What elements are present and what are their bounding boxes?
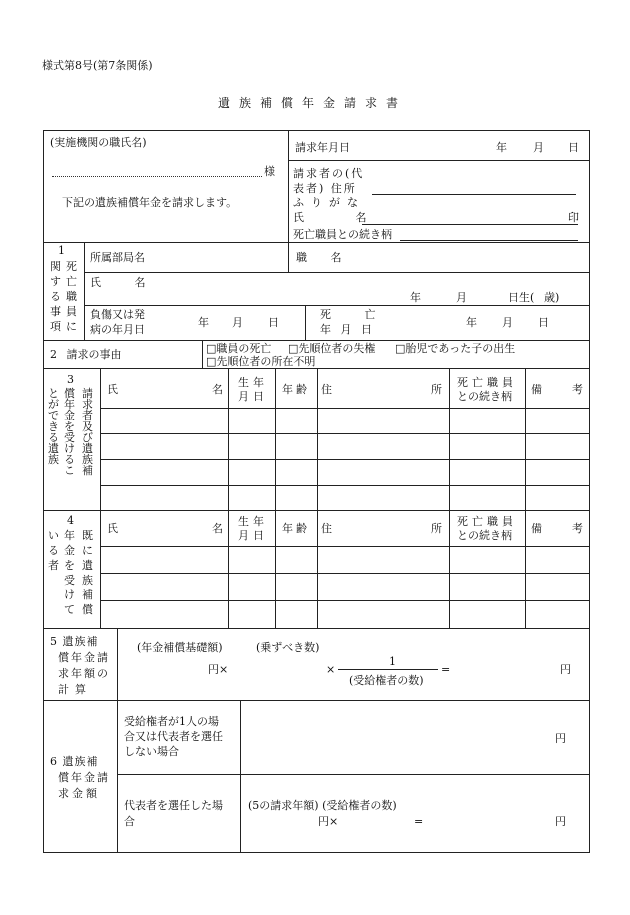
claimant-label-2: 表者) 住所 bbox=[293, 182, 357, 195]
injury-label-1: 負傷又は発 bbox=[90, 308, 145, 321]
birth-year-unit: 年 bbox=[410, 291, 421, 304]
rate-times: × bbox=[326, 663, 336, 676]
reason-option-forfeit[interactable]: □先順位者の失権 bbox=[288, 342, 376, 355]
injury-month-unit: 月 bbox=[232, 316, 243, 329]
org-name-field[interactable] bbox=[52, 176, 262, 177]
birth-month-unit: 月 bbox=[456, 291, 467, 304]
claimant-name-field[interactable] bbox=[362, 224, 578, 225]
case2-yen: 円 bbox=[555, 815, 566, 828]
relation-field[interactable] bbox=[400, 240, 578, 241]
sama-label: 様 bbox=[264, 165, 275, 178]
fraction-bar bbox=[338, 669, 438, 670]
case2-equals: = bbox=[414, 815, 424, 828]
furigana-label: ふりがな bbox=[293, 196, 365, 209]
injury-year-unit: 年 bbox=[198, 316, 209, 329]
address-field[interactable] bbox=[372, 194, 576, 195]
rate-label: (乗ずべき数) bbox=[256, 641, 320, 654]
case2-yen-times: 円× bbox=[318, 815, 339, 828]
fraction-denominator: (受給権者の数) bbox=[349, 674, 424, 687]
deceased-name-label: 氏 名 bbox=[90, 276, 146, 289]
dept-label: 所属部局名 bbox=[90, 251, 145, 264]
date-month-unit: 月 bbox=[533, 141, 544, 154]
request-text: 下記の遺族補償年金を請求します。 bbox=[62, 196, 238, 209]
seal-mark: 印 bbox=[568, 211, 579, 224]
base-amount-label: (年金補償基礎額) bbox=[137, 641, 223, 654]
death-year-unit: 年 bbox=[466, 316, 477, 329]
death-label-2: 年 月 日 bbox=[320, 323, 372, 336]
page-title: 遺族補償年金請求書 bbox=[218, 96, 408, 110]
birth-day-unit: 日生( bbox=[508, 291, 535, 304]
claimant-name-label: 氏 名 bbox=[293, 211, 367, 224]
date-year-unit: 年 bbox=[496, 141, 507, 154]
post-label: 職 名 bbox=[296, 251, 342, 264]
reason-option-unknown[interactable]: □先順位者の所在不明 bbox=[206, 355, 316, 368]
age-unit: 歳) bbox=[544, 291, 560, 304]
reason-option-death[interactable]: □職員の死亡 bbox=[206, 342, 272, 355]
death-month-unit: 月 bbox=[502, 316, 513, 329]
base-yen-times: 円× bbox=[208, 663, 229, 676]
annual-yen: 円 bbox=[560, 663, 571, 676]
case1-yen: 円 bbox=[555, 732, 566, 745]
request-date-label: 請求年月日 bbox=[295, 141, 350, 154]
injury-day-unit: 日 bbox=[268, 316, 279, 329]
fraction-numerator: 1 bbox=[389, 655, 396, 668]
case2-formula-label: (5の請求年額) (受給権者の数) bbox=[248, 799, 397, 812]
relation-label: 死亡職員との続き柄 bbox=[293, 228, 392, 241]
section2-label: 2 請求の事由 bbox=[50, 348, 122, 361]
org-label: (実施機関の職氏名) bbox=[50, 136, 147, 149]
injury-label-2: 病の年月日 bbox=[90, 323, 145, 336]
date-day-unit: 日 bbox=[568, 141, 579, 154]
form-number: 様式第8号(第7条関係) bbox=[42, 59, 153, 72]
annual-equals: = bbox=[441, 663, 451, 676]
death-label-1: 死 亡 bbox=[320, 308, 376, 321]
reason-option-fetus[interactable]: □胎児であった子の出生 bbox=[395, 342, 516, 355]
claimant-label-1: 請求者の(代 bbox=[293, 167, 365, 180]
death-day-unit: 日 bbox=[538, 316, 549, 329]
